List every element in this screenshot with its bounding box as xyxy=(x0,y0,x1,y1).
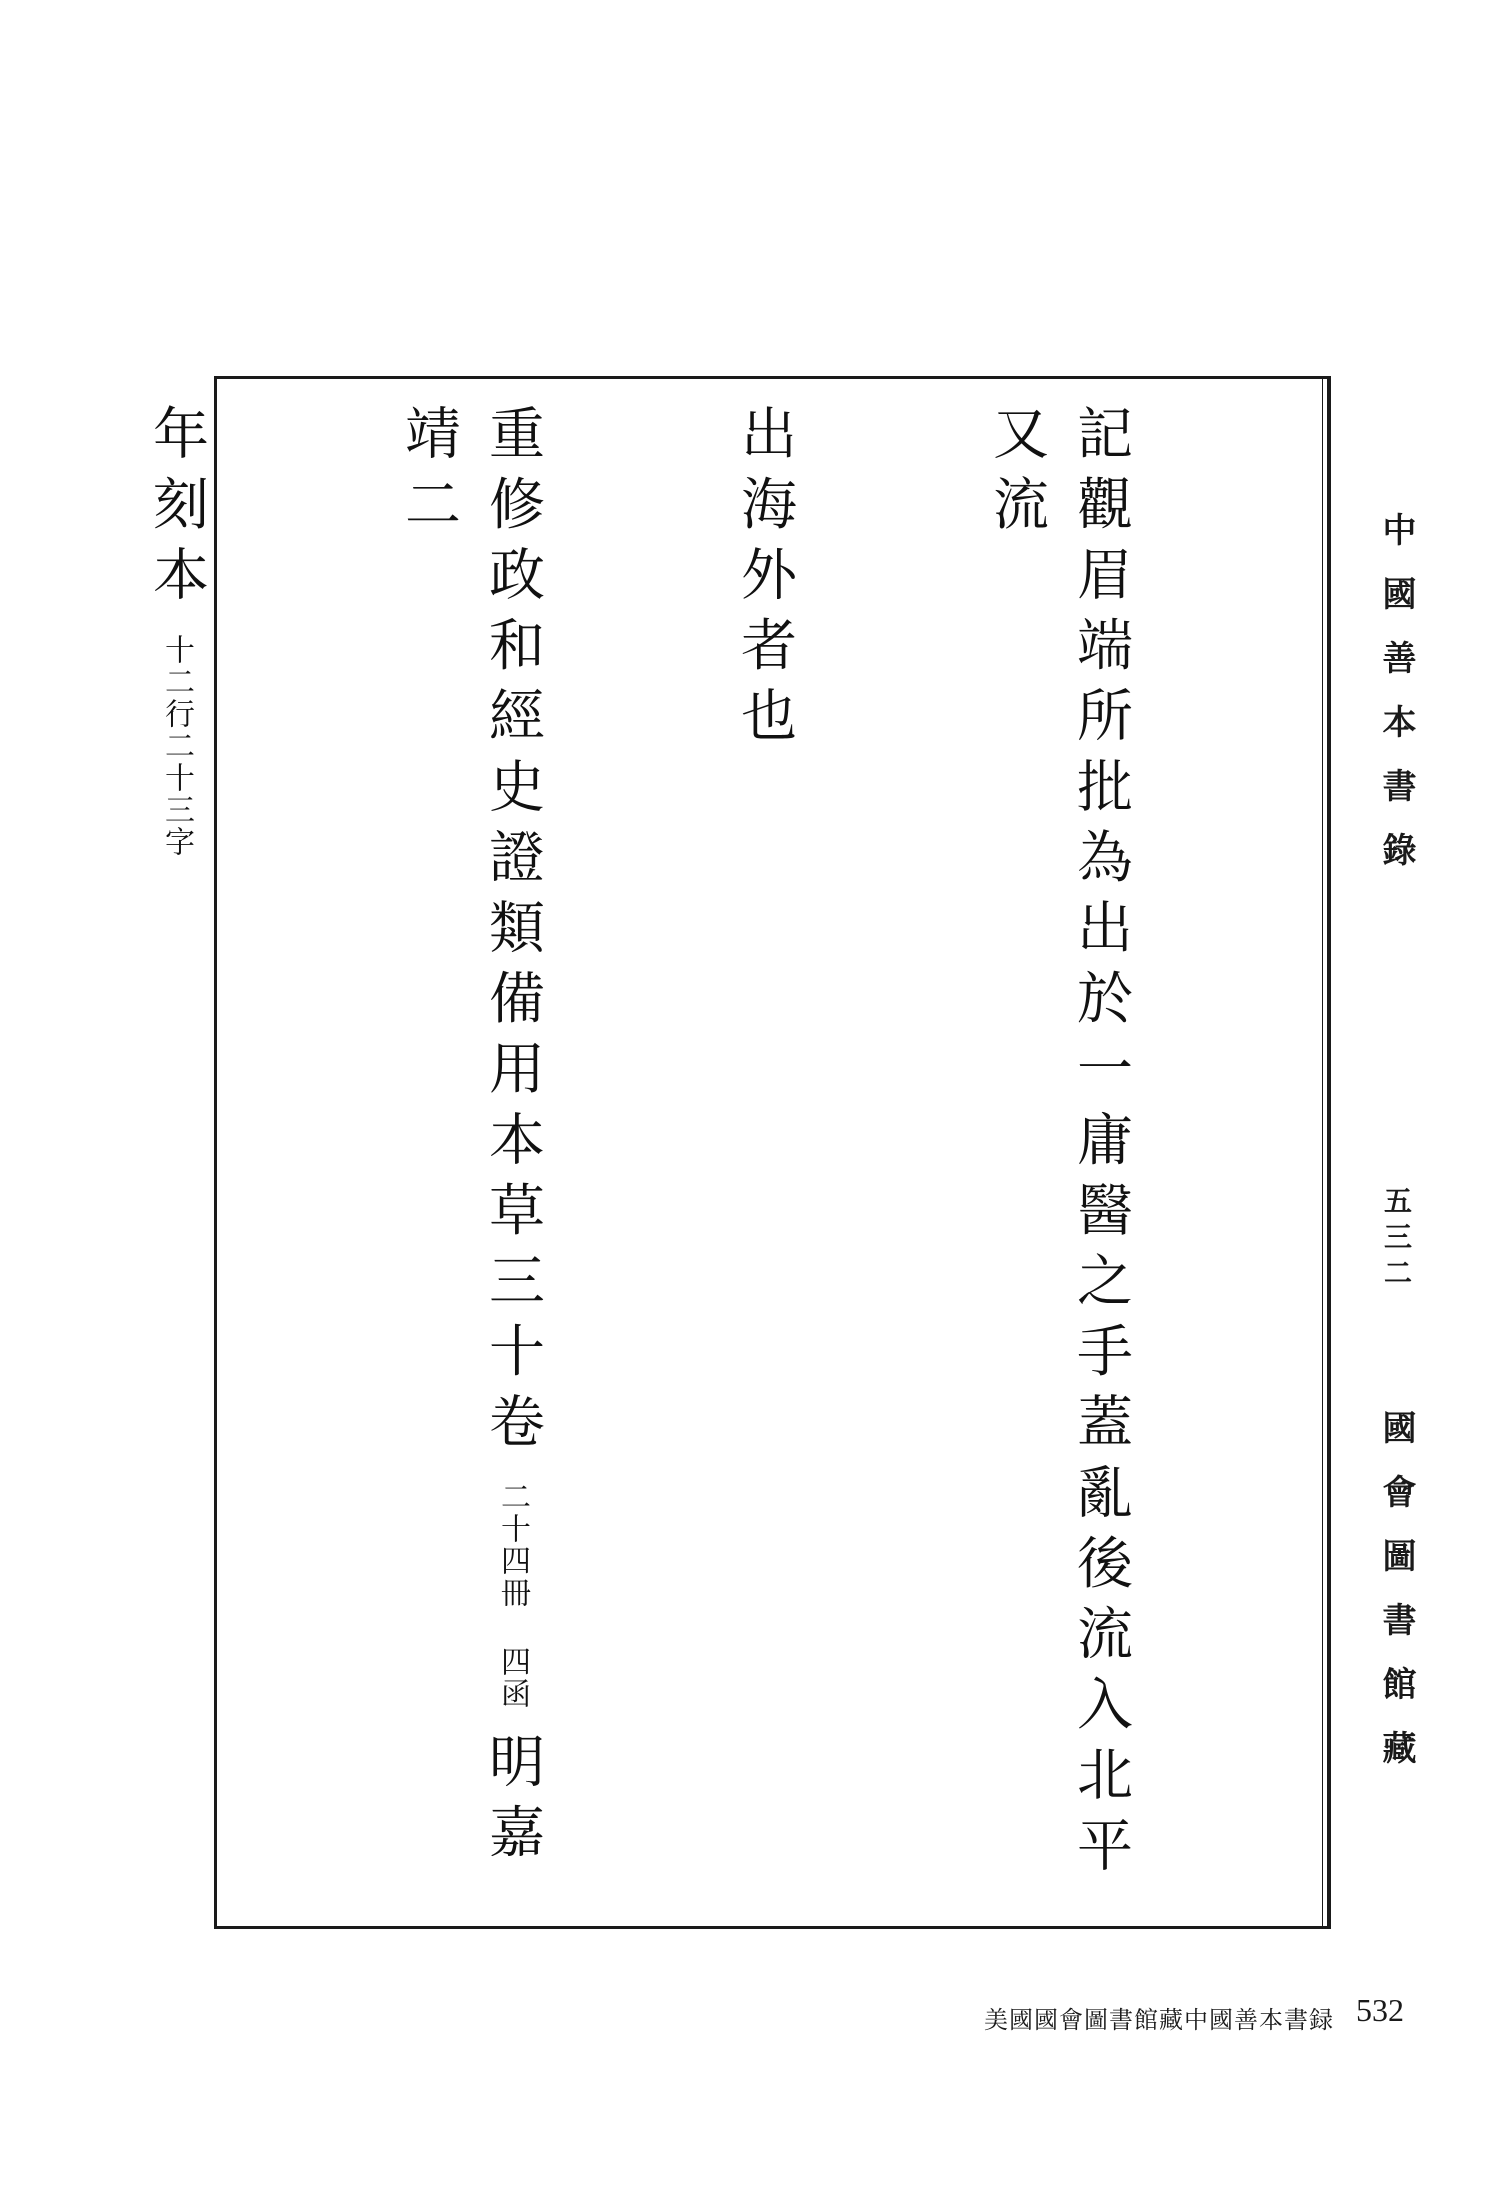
catalog-entry-text xyxy=(144,404,1310,1916)
page-footer xyxy=(984,1992,1404,2032)
header-library-name: 國會圖書館藏 xyxy=(1376,1410,1416,1794)
footer-page-number: 532 xyxy=(1356,1992,1404,2028)
layout-note: 十二行二十三字 xyxy=(159,633,194,858)
volume-count-note: 二十四冊 四函 xyxy=(495,1481,530,1710)
entry-title-column xyxy=(386,404,554,1916)
header-leaf-number: 五三二 xyxy=(1380,1186,1413,1294)
book-title: 重修政和經史證類備用本草三十卷 xyxy=(480,404,545,1463)
edition-end: 年刻本 xyxy=(144,404,209,616)
text-column-2: 出海外者也 xyxy=(732,404,797,757)
footer-book-title: 美國國會圖書館藏中國善本書録 xyxy=(984,2008,1334,2034)
header-book-title: 中國善本書錄 xyxy=(1376,512,1416,896)
running-header xyxy=(1368,512,1424,1892)
edition-start: 明嘉靖二 xyxy=(396,404,545,1874)
edition-column xyxy=(134,404,218,1916)
text-column-1: 記觀眉端所批為出於一庸醫之手蓋亂後流入北平又流 xyxy=(984,404,1133,1887)
